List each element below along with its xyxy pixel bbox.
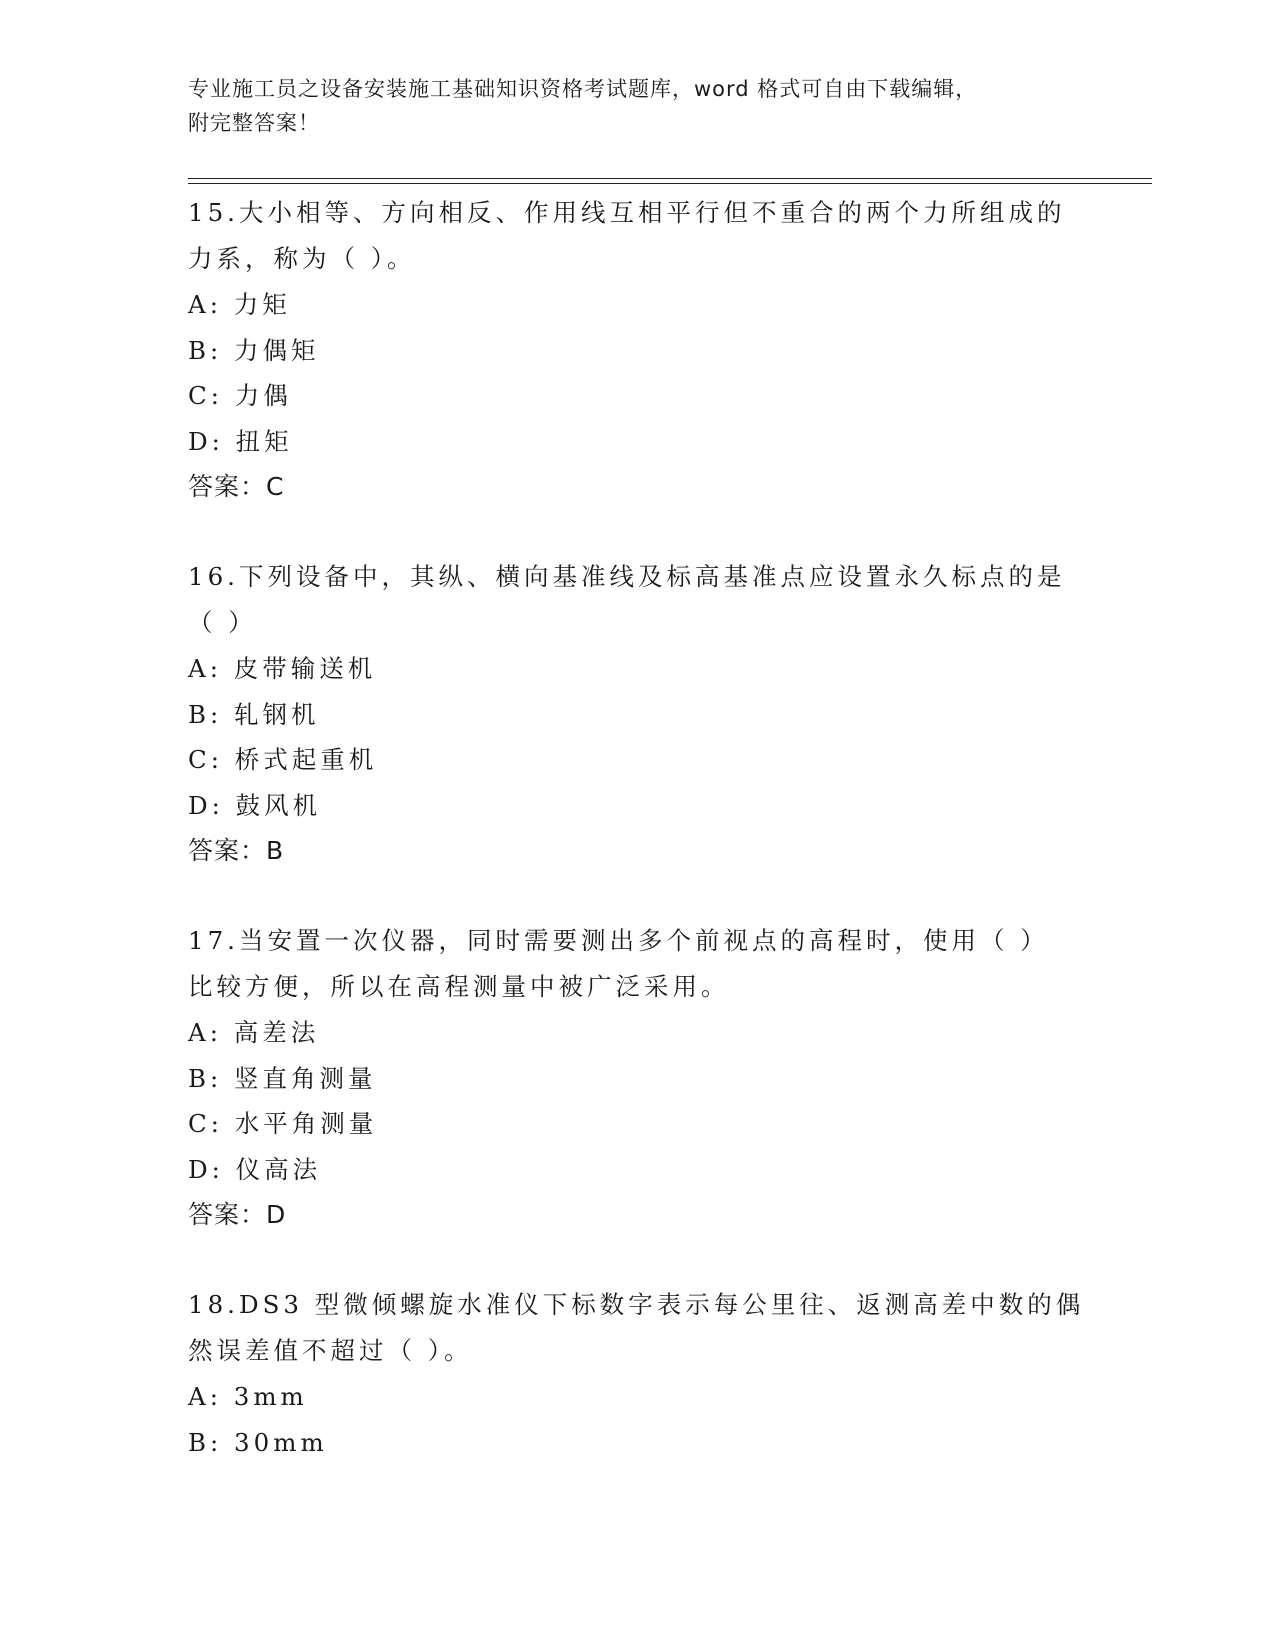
header-line-2: 附完整答案！ xyxy=(188,111,320,135)
question-16 xyxy=(188,554,1088,873)
option-a: A: 力矩 xyxy=(188,290,291,319)
option-b: B: 30mm xyxy=(188,1427,328,1457)
question-stem-continued: （ ） xyxy=(188,608,257,637)
option-b: B: 竖直角测量 xyxy=(188,1063,377,1093)
option-c: C: 桥式起重机 xyxy=(188,745,378,774)
header-line-1: 专业施工员之设备安装施工基础知识资格考试题库，word 格式可自由下载编辑， xyxy=(188,77,978,101)
answer: 答案：C xyxy=(188,472,285,501)
option-d: D: 鼓风机 xyxy=(188,790,322,820)
option-b: B: 轧钢机 xyxy=(188,699,320,729)
option-a: A: 3mm xyxy=(188,1382,308,1411)
question-stem-continued: 然误差值不超过（ ）。 xyxy=(188,1336,473,1365)
question-15 xyxy=(188,190,1088,509)
option-c: C: 力偶 xyxy=(188,381,292,410)
question-stem: 18.DS3 型微倾螺旋水准仪下标数字表示每公里往、返测高差中数的偶 xyxy=(188,1290,1085,1319)
header-divider-bottom xyxy=(188,183,1152,184)
header-divider-top xyxy=(188,178,1152,179)
option-d: D: 扭矩 xyxy=(188,426,293,456)
question-stem-continued: 力系，称为（ ）。 xyxy=(188,244,416,273)
question-stem: 15.大小相等、方向相反、作用线互相平行但不重合的两个力所组成的 xyxy=(188,198,1066,227)
answer: 答案：D xyxy=(188,1200,287,1229)
question-stem: 16.下列设备中，其纵、横向基准线及标高基准点应设置永久标点的是 xyxy=(188,562,1066,591)
question-stem-continued: 比较方便，所以在高程测量中被广泛采用。 xyxy=(188,972,730,1001)
option-a: A: 皮带输送机 xyxy=(188,654,377,683)
option-a: A: 高差法 xyxy=(188,1018,320,1047)
option-c: C: 水平角测量 xyxy=(188,1109,378,1138)
option-b: B: 力偶矩 xyxy=(188,335,320,365)
question-stem: 17.当安置一次仪器，同时需要测出多个前视点的高程时，使用（ ） xyxy=(188,926,1049,955)
answer: 答案：B xyxy=(188,836,285,865)
question-18 xyxy=(188,1282,1088,1465)
document-header xyxy=(188,72,1068,140)
option-d: D: 仪高法 xyxy=(188,1154,322,1184)
question-17 xyxy=(188,918,1088,1237)
